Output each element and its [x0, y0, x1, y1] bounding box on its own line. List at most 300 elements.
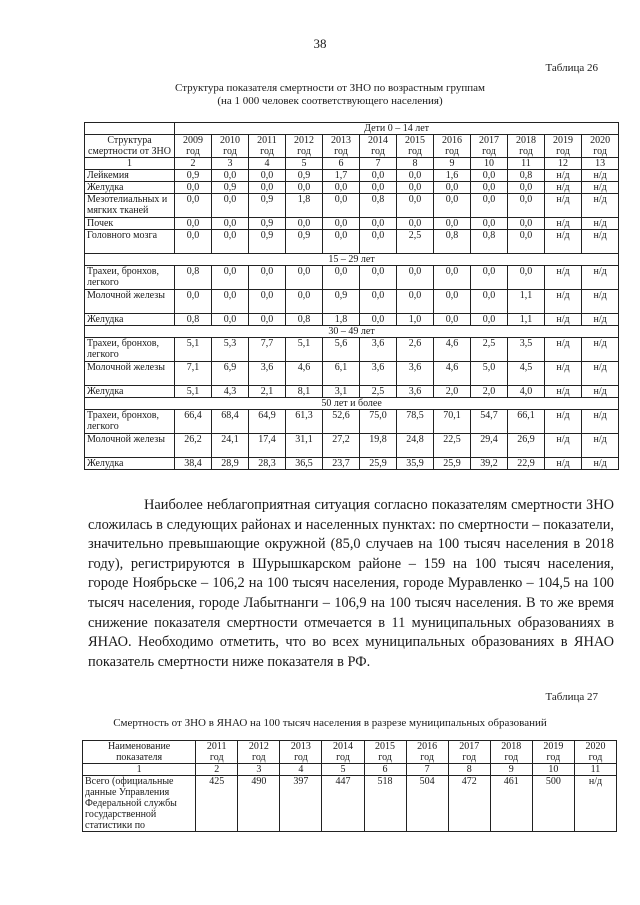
t26-cell: 0,9: [286, 230, 323, 254]
t26-year-unit: год: [186, 146, 200, 157]
t26-cell: 0,0: [323, 266, 360, 290]
t26-row-name: Трахеи, бронхов, легкого: [85, 410, 175, 434]
t26-colnum: 1: [85, 158, 175, 170]
t26-cell: 28,3: [249, 458, 286, 470]
t26-year: 2011: [257, 135, 277, 146]
t27-header-row: [83, 741, 617, 764]
t26-cell: 3,5: [508, 338, 545, 362]
t26-cell: н/д: [582, 170, 619, 182]
t26-cell: 0,0: [286, 290, 323, 314]
t26-header-year: [545, 135, 582, 158]
t26-cell: 64,9: [249, 410, 286, 434]
t26-header-year: [471, 135, 508, 158]
t26-cell: 4,6: [434, 362, 471, 386]
t26-group-title: 50 лет и более: [85, 398, 619, 410]
t26-cell: 4,0: [508, 386, 545, 398]
table-row: [85, 170, 619, 182]
t27-header-year: [322, 741, 364, 764]
t27-year-unit: год: [209, 752, 224, 763]
t27-cell: 518: [364, 776, 406, 832]
t27-colnum-row: [83, 764, 617, 776]
t26-cell: 0,9: [212, 182, 249, 194]
t26-group-row: [85, 123, 619, 135]
t26-cell: 0,0: [175, 182, 212, 194]
t26-cell: 0,0: [397, 218, 434, 230]
t26-colnum: 2: [175, 158, 212, 170]
t26-cell: 5,1: [286, 338, 323, 362]
t26-cell: 26,9: [508, 434, 545, 458]
t26-cell: 7,1: [175, 362, 212, 386]
t26-cell: 3,6: [397, 386, 434, 398]
t26-cell: 0,0: [360, 314, 397, 326]
t26-colnum: 11: [508, 158, 545, 170]
t26-cell: 1,6: [434, 170, 471, 182]
table-row: [85, 290, 619, 314]
t27-year: 2012: [248, 741, 269, 752]
t26-cell: 22,9: [508, 458, 545, 470]
t26-colnum-row: [85, 158, 619, 170]
t26-cell: 3,6: [397, 362, 434, 386]
t26-cell: 0,0: [397, 170, 434, 182]
t26-cell: 0,9: [286, 170, 323, 182]
t26-cell: н/д: [582, 194, 619, 218]
t26-cell: 0,8: [360, 194, 397, 218]
t26-cell: 2,5: [471, 338, 508, 362]
t27-cell: 500: [532, 776, 574, 832]
t26-header-year: [212, 135, 249, 158]
t26-cell: 0,0: [508, 194, 545, 218]
t26-row-name: Желудка: [85, 182, 175, 194]
t26-cell: 6,1: [323, 362, 360, 386]
t26-year: 2015: [405, 135, 425, 146]
t26-cell: 0,0: [471, 266, 508, 290]
t26-cell: 0,0: [249, 314, 286, 326]
t26-cell: 31,1: [286, 434, 323, 458]
t27-header-year: [448, 741, 490, 764]
t26-cell: н/д: [582, 314, 619, 326]
t26-cell: 0,0: [471, 218, 508, 230]
t26-cell: 4,3: [212, 386, 249, 398]
t26-cell: н/д: [582, 458, 619, 470]
t27-colnum: 3: [238, 764, 280, 776]
t26-year-unit: год: [519, 146, 533, 157]
t26-cell: н/д: [545, 314, 582, 326]
t26-row-name: Лейкемия: [85, 170, 175, 182]
t26-cell: 54,7: [471, 410, 508, 434]
t27-header-year: [196, 741, 238, 764]
t26-cell: 0,0: [212, 314, 249, 326]
t26-header-year: [434, 135, 471, 158]
t26-cell: 35,9: [397, 458, 434, 470]
t26-cell: 0,0: [397, 182, 434, 194]
t26-cell: н/д: [545, 410, 582, 434]
t26-cell: 0,8: [471, 230, 508, 254]
t26-cell: 25,9: [434, 458, 471, 470]
t26-cell: 0,9: [249, 194, 286, 218]
t26-cell: 38,4: [175, 458, 212, 470]
t26-row-name: Желудка: [85, 458, 175, 470]
t26-cell: 0,0: [212, 170, 249, 182]
t26-year-unit: год: [445, 146, 459, 157]
table-row: [85, 362, 619, 386]
t26-year-unit: год: [297, 146, 311, 157]
t26-cell: н/д: [545, 362, 582, 386]
t27-colnum: 10: [532, 764, 574, 776]
t26-cell: 0,0: [434, 194, 471, 218]
t26-cell: 27,2: [323, 434, 360, 458]
t26-cell: 0,0: [471, 182, 508, 194]
t26-header-year: [397, 135, 434, 158]
t26-cell: 0,0: [508, 266, 545, 290]
t26-cell: н/д: [582, 434, 619, 458]
t26-group-row: [85, 326, 619, 338]
t26-cell: 23,7: [323, 458, 360, 470]
t26-cell: н/д: [582, 182, 619, 194]
t26-cell: 2,1: [249, 386, 286, 398]
t27-cell: 504: [406, 776, 448, 832]
t26-cell: н/д: [545, 170, 582, 182]
t27-cell: н/д: [574, 776, 616, 832]
t26-cell: 2,5: [360, 386, 397, 398]
table-row: [85, 266, 619, 290]
table-27: [82, 740, 617, 832]
t27-year: 2011: [206, 741, 227, 752]
t26-cell: н/д: [545, 290, 582, 314]
t26-colnum: 10: [471, 158, 508, 170]
t26-cell: 0,0: [286, 266, 323, 290]
t26-colnum: 7: [360, 158, 397, 170]
table-row: [85, 338, 619, 362]
t26-colnum: 6: [323, 158, 360, 170]
t27-year: 2016: [417, 741, 438, 752]
t26-cell: н/д: [582, 338, 619, 362]
t26-cell: 0,0: [286, 218, 323, 230]
t27-colnum: 5: [322, 764, 364, 776]
t26-year: 2016: [442, 135, 462, 146]
t26-cell: 24,8: [397, 434, 434, 458]
t26-group-row: [85, 254, 619, 266]
t26-cell: 22,5: [434, 434, 471, 458]
t26-header-year: [582, 135, 619, 158]
t26-cell: н/д: [582, 266, 619, 290]
t26-cell: 0,8: [434, 230, 471, 254]
t26-cell: 0,0: [397, 266, 434, 290]
t26-cell: н/д: [582, 230, 619, 254]
t27-cell: 461: [490, 776, 532, 832]
t26-cell: 0,0: [323, 194, 360, 218]
t26-cell: 3,6: [360, 338, 397, 362]
t26-cell: 0,0: [323, 218, 360, 230]
t27-year: 2017: [459, 741, 480, 752]
table-row: [85, 230, 619, 254]
t26-cell: 1,1: [508, 290, 545, 314]
t27-year: 2013: [290, 741, 311, 752]
t27-cell: 425: [196, 776, 238, 832]
t26-colnum: 12: [545, 158, 582, 170]
t26-cell: 0,0: [508, 230, 545, 254]
t27-colnum: 2: [196, 764, 238, 776]
t26-cell: 0,0: [249, 170, 286, 182]
table-row: [83, 776, 617, 832]
t26-cell: 36,5: [286, 458, 323, 470]
t26-cell: 29,4: [471, 434, 508, 458]
table-26-title-line2: (на 1 000 человек соответствующего населения): [217, 95, 443, 107]
t26-cell: 5,0: [471, 362, 508, 386]
t26-header-year: [249, 135, 286, 158]
t26-header-year: [508, 135, 545, 158]
t26-year: 2012: [294, 135, 314, 146]
t26-cell: 3,1: [323, 386, 360, 398]
t27-cell: 397: [280, 776, 322, 832]
t26-cell: 66,1: [508, 410, 545, 434]
t26-cell: 0,0: [175, 290, 212, 314]
t26-cell: 0,0: [434, 182, 471, 194]
t26-cell: 0,0: [434, 218, 471, 230]
t26-cell: 0,0: [471, 194, 508, 218]
t26-cell: н/д: [545, 182, 582, 194]
t26-cell: 0,0: [360, 230, 397, 254]
t27-colnum: 7: [406, 764, 448, 776]
t26-cell: 5,1: [175, 386, 212, 398]
t26-cell: 0,0: [212, 230, 249, 254]
t26-year-unit: год: [260, 146, 274, 157]
table-row: [85, 410, 619, 434]
t26-cell: 1,7: [323, 170, 360, 182]
t26-cell: 0,8: [175, 266, 212, 290]
body-paragraph: Наиболее неблагоприятная ситуация согласно показателям смертности ЗНО сложилась в следующих районах и населенных пунктах: по смертности – показатели, значительно превышающие окружной (85,0 случаев на 100 тысяч населения в 2018 году), регистрируются в Шурышкарском районе – 159 на 100 тысяч населения, городе Ноябрьске – 106,2 на 100 тысяч населения, городе Муравленко – 104,5 на 100 тысяч населения, городе Лабытнанги – 106,9 на 100 тысяч населения. В то же время снижение показателя смертности отмечается в 11 муниципальных образованиях в ЯНАО. Необходимо отметить, что во всех муниципальных образованиях в ЯНАО показатель смертности ниже показателя в РФ.: [88, 497, 614, 670]
t26-year: 2017: [479, 135, 499, 146]
t26-header-row: [85, 135, 619, 158]
t26-cell: н/д: [545, 218, 582, 230]
t26-cell: н/д: [582, 410, 619, 434]
t26-cell: н/д: [545, 230, 582, 254]
t26-cell: 3,6: [360, 362, 397, 386]
t26-cell: 0,0: [212, 218, 249, 230]
t26-cell: 5,6: [323, 338, 360, 362]
t27-colnum: 9: [490, 764, 532, 776]
t26-cell: 0,0: [508, 218, 545, 230]
t26-cell: 7,7: [249, 338, 286, 362]
t26-row-name: Почек: [85, 218, 175, 230]
table-row: [85, 314, 619, 326]
t27-header-year: [574, 741, 616, 764]
t26-cell: 0,0: [397, 194, 434, 218]
t26-cell: 17,4: [249, 434, 286, 458]
t26-cell: 6,9: [212, 362, 249, 386]
t26-year: 2014: [368, 135, 388, 146]
t26-year-unit: год: [223, 146, 237, 157]
t26-cell: 0,0: [471, 314, 508, 326]
t26-year-unit: год: [334, 146, 348, 157]
t26-cell: н/д: [545, 434, 582, 458]
t26-cell: 0,0: [323, 182, 360, 194]
table-row: [85, 458, 619, 470]
t26-cell: 0,0: [360, 290, 397, 314]
t26-year-unit: год: [482, 146, 496, 157]
t27-cell: 447: [322, 776, 364, 832]
t27-header-year: [532, 741, 574, 764]
t26-cell: н/д: [582, 218, 619, 230]
t26-cell: 0,0: [175, 230, 212, 254]
t26-cell: 0,0: [360, 218, 397, 230]
t26-cell: н/д: [545, 266, 582, 290]
table-26-label: Таблица 26: [545, 62, 598, 74]
t26-cell: 0,0: [471, 170, 508, 182]
t27-header-year: [364, 741, 406, 764]
t26-cell: 2,0: [434, 386, 471, 398]
table-row: [85, 218, 619, 230]
t26-cell: 5,3: [212, 338, 249, 362]
t27-colnum: 6: [364, 764, 406, 776]
t26-header-year: [286, 135, 323, 158]
t27-year-unit: год: [378, 752, 392, 763]
t27-header-year: [280, 741, 322, 764]
t26-cell: 0,8: [286, 314, 323, 326]
t26-cell: 4,5: [508, 362, 545, 386]
t26-cell: 0,0: [323, 230, 360, 254]
page-number: 38: [313, 36, 327, 51]
t26-cell: н/д: [545, 194, 582, 218]
t27-cell: 472: [448, 776, 490, 832]
table-27-title: Смертность от ЗНО в ЯНАО на 100 тысяч населения в разрезе муниципальных образований: [113, 717, 547, 729]
t27-year-unit: год: [504, 752, 519, 763]
t26-cell: 2,0: [471, 386, 508, 398]
t26-row-name: Желудка: [85, 314, 175, 326]
t26-cell: 5,1: [175, 338, 212, 362]
t27-cell: 490: [238, 776, 280, 832]
t27-header-year: [238, 741, 280, 764]
t26-cell: 0,0: [249, 290, 286, 314]
t26-colnum: 5: [286, 158, 323, 170]
t26-cell: 0,0: [360, 266, 397, 290]
t26-cell: 0,0: [434, 314, 471, 326]
t27-year-unit: год: [336, 752, 350, 763]
t27-header-year: [490, 741, 532, 764]
t27-year-unit: год: [251, 752, 266, 763]
t26-row-name: Желудка: [85, 386, 175, 398]
t27-row-name: Всего (официальные данные Управления Федеральной службы государственной статистики по: [83, 776, 196, 832]
t26-cell: 26,2: [175, 434, 212, 458]
t26-cell: 28,9: [212, 458, 249, 470]
t26-year: 2018: [516, 135, 536, 146]
t27-year: 2015: [375, 741, 396, 752]
t27-year: 2018: [501, 741, 522, 752]
t27-colnum: 1: [83, 764, 196, 776]
t26-cell: 25,9: [360, 458, 397, 470]
t26-year-unit: год: [408, 146, 422, 157]
t26-year: 2019: [553, 135, 573, 146]
t26-cell: 19,8: [360, 434, 397, 458]
t26-colnum: 3: [212, 158, 249, 170]
t26-cell: 1,1: [508, 314, 545, 326]
t26-cell: 68,4: [212, 410, 249, 434]
t26-header-year: [175, 135, 212, 158]
t26-cell: 0,0: [360, 170, 397, 182]
t26-cell: 0,0: [212, 194, 249, 218]
t26-cell: н/д: [545, 386, 582, 398]
t26-cell: 0,0: [175, 218, 212, 230]
t26-year: 2013: [331, 135, 351, 146]
t27-year-unit: год: [546, 752, 561, 763]
t26-group-title: Дети 0 – 14 лет: [175, 123, 619, 135]
t26-cell: 1,0: [397, 314, 434, 326]
t27-year-unit: год: [294, 752, 308, 763]
t26-header-first: Структура смертности от ЗНО: [85, 135, 175, 158]
t26-cell: 0,0: [249, 182, 286, 194]
t26-group-row: [85, 398, 619, 410]
t26-row-name: Молочной железы: [85, 434, 175, 458]
t26-cell: 0,0: [471, 290, 508, 314]
t26-cell: 0,9: [249, 218, 286, 230]
t27-colnum: 4: [280, 764, 322, 776]
t26-cell: н/д: [582, 290, 619, 314]
table-row: [85, 434, 619, 458]
t26-cell: 8,1: [286, 386, 323, 398]
t26-cell: 0,0: [286, 182, 323, 194]
t26-cell: 0,0: [175, 194, 212, 218]
t27-colnum: 8: [448, 764, 490, 776]
t27-year: 2014: [332, 741, 353, 752]
t26-cell: 75,0: [360, 410, 397, 434]
t26-cell: 0,0: [434, 290, 471, 314]
t26-cell: н/д: [545, 458, 582, 470]
t26-cell: 1,8: [286, 194, 323, 218]
t26-colnum: 9: [434, 158, 471, 170]
t27-year-unit: год: [588, 752, 603, 763]
t26-cell: 39,2: [471, 458, 508, 470]
t26-cell: 0,0: [212, 266, 249, 290]
t26-cell: 0,0: [397, 290, 434, 314]
t26-cell: 24,1: [212, 434, 249, 458]
t27-year: 2019: [543, 741, 564, 752]
t26-row-name: Молочной железы: [85, 290, 175, 314]
t27-year: 2020: [585, 741, 606, 752]
t26-cell: н/д: [545, 338, 582, 362]
t26-row-name: Молочной железы: [85, 362, 175, 386]
t26-group-title: 30 – 49 лет: [85, 326, 619, 338]
table-26: [84, 122, 619, 470]
t26-cell: 4,6: [434, 338, 471, 362]
table-27-label: Таблица 27: [545, 691, 598, 703]
t26-year-unit: год: [556, 146, 570, 157]
t26-row-name: Трахеи, бронхов, легкого: [85, 338, 175, 362]
t26-cell: 1,8: [323, 314, 360, 326]
table-row: [85, 194, 619, 218]
t26-cell: 78,5: [397, 410, 434, 434]
t26-year: 2010: [220, 135, 240, 146]
t26-cell: 0,9: [175, 170, 212, 182]
t26-cell: 0,0: [360, 182, 397, 194]
t26-header-empty: [85, 123, 175, 135]
t26-cell: 66,4: [175, 410, 212, 434]
t27-year-unit: год: [420, 752, 434, 763]
t26-colnum: 13: [582, 158, 619, 170]
t26-cell: 4,6: [286, 362, 323, 386]
t27-header-year: [406, 741, 448, 764]
table-row: [85, 386, 619, 398]
t26-cell: 2,6: [397, 338, 434, 362]
t26-year: 2020: [590, 135, 611, 146]
t26-cell: н/д: [582, 362, 619, 386]
t26-cell: н/д: [582, 386, 619, 398]
t26-cell: 0,9: [323, 290, 360, 314]
t26-cell: 0,0: [249, 266, 286, 290]
t26-year-unit: год: [371, 146, 385, 157]
t26-header-year: [360, 135, 397, 158]
t26-cell: 0,0: [434, 266, 471, 290]
t26-cell: 0,9: [249, 230, 286, 254]
t26-row-name: Трахеи, бронхов, легкого: [85, 266, 175, 290]
